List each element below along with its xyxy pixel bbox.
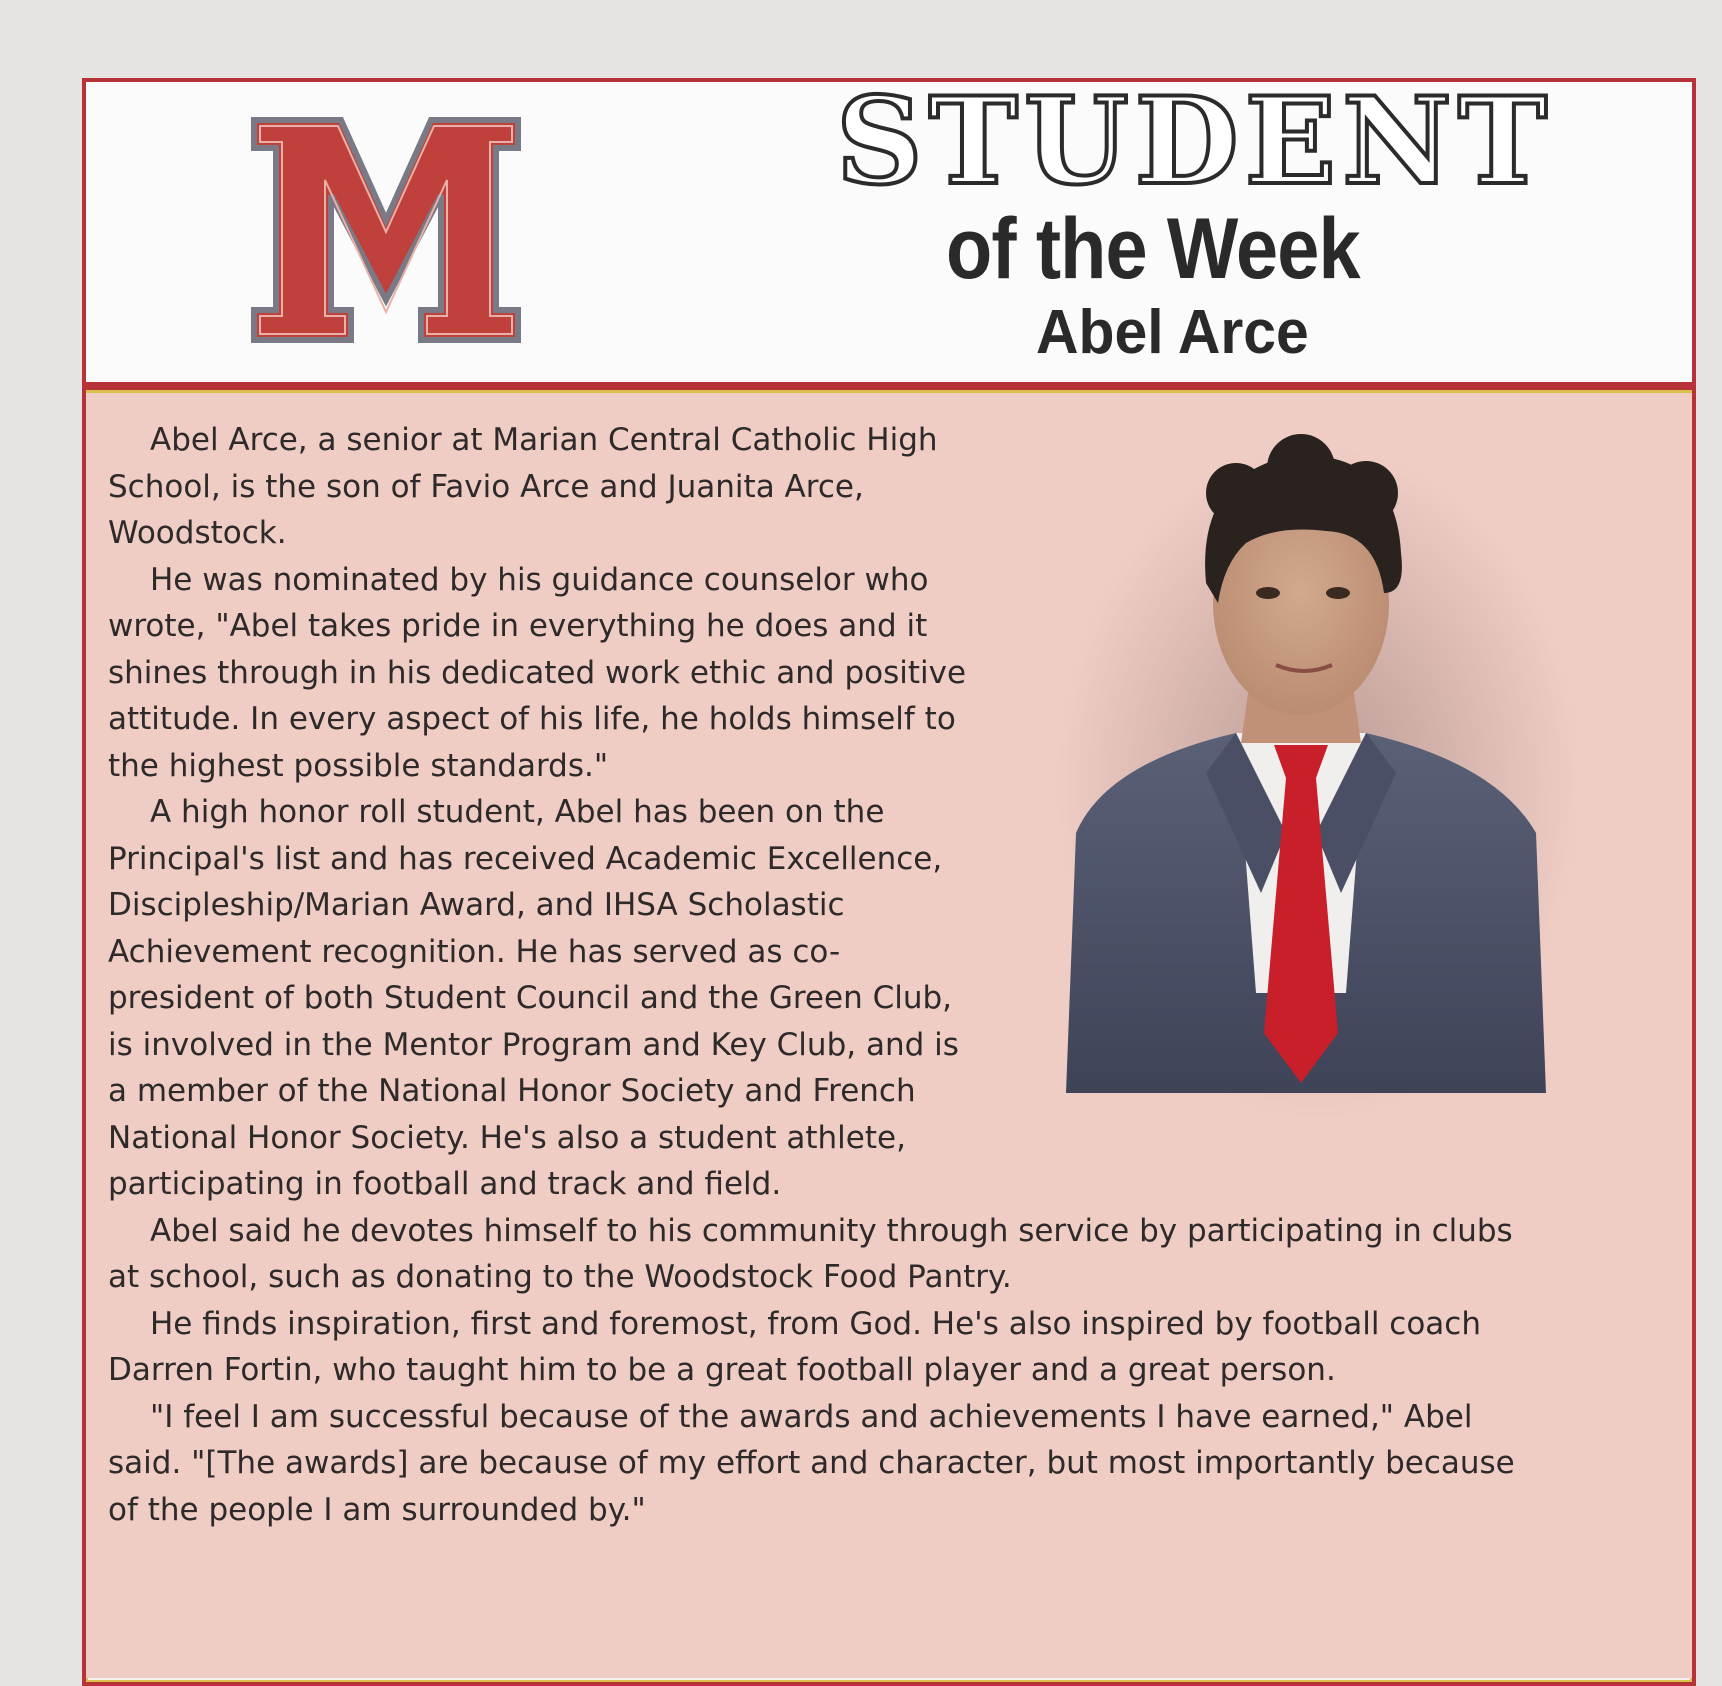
- student-of-the-week-box: [82, 71, 1696, 1686]
- article-paragraph: He was nominated by his guidance counselor who wrote, "Abel takes pride in everything he does and it shines through in his dedicated work ethic and positive attitude. In every aspect of his life, he holds himself to the highest possible standards.": [108, 561, 967, 784]
- header-divider: [86, 382, 1692, 393]
- title-student: STUDENT: [836, 71, 1554, 212]
- school-logo: [246, 100, 526, 360]
- article-panel: [86, 393, 1692, 1678]
- student-name-heading: Abel Arce: [1036, 298, 1309, 367]
- title-of-the-week: of the Week: [946, 201, 1360, 297]
- article-paragraph: Abel Arce, a senior at Marian Central Catholic High School, is the son of Favio Arce and Juanita Arce, Woodstock.: [108, 422, 938, 551]
- article-paragraph: A high honor roll student, Abel has been on the Principal's list and has received Academic Excellence, Discipleship/Marian Award, and IHSA Scholastic Achievement recognition. He has served as co-president of both Student Council and the Green Club, is involved in the Mentor Program and Key Club, and is a member of the National Honor Society and French National Honor Society. He's also a student athlete, participating in football and track and field.: [108, 794, 959, 1202]
- article-text: [108, 417, 1548, 1533]
- article-paragraph: He finds inspiration, first and foremost, from God. He's also inspired by football coach Darren Fortin, who taught him to be a great football player and a great person.: [108, 1305, 1481, 1388]
- article-paragraph: "I feel I am successful because of the awards and achievements I have earned," Abel said. "[The awards] are because of my effort and character, but most importantly because of the people I am surrounded by.": [108, 1398, 1515, 1528]
- header: [86, 71, 1692, 382]
- article-paragraph: Abel said he devotes himself to his community through service by participating in clubs at school, such as donating to the Woodstock Food Pantry.: [108, 1212, 1513, 1295]
